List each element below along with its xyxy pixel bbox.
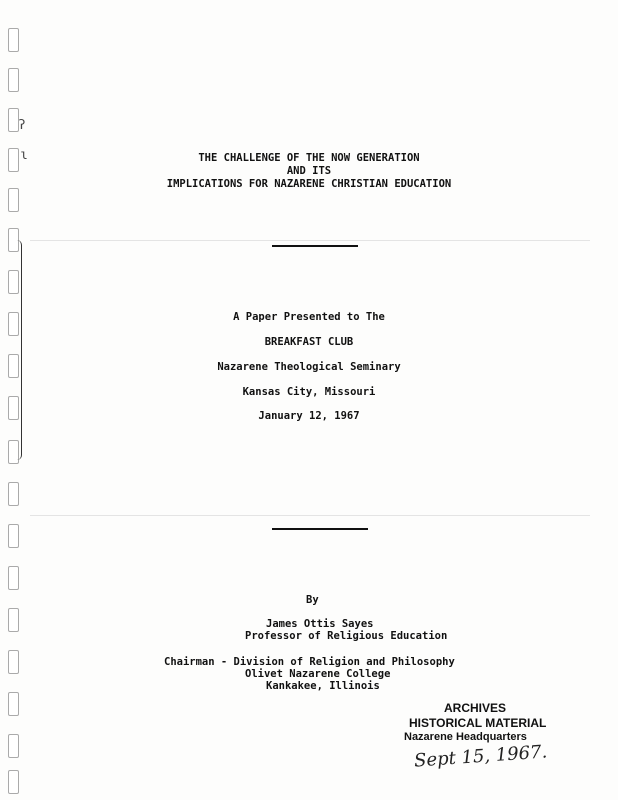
presented-to: A Paper Presented to The xyxy=(233,311,385,323)
margin-mark: ɩ xyxy=(20,148,28,163)
stamp-archives: ARCHIVES xyxy=(444,701,507,715)
bleed-line xyxy=(30,240,590,241)
binding-hole xyxy=(8,770,19,794)
club-name: BREAKFAST CLUB xyxy=(264,336,354,348)
binding-hole xyxy=(8,734,19,758)
title-line-3: IMPLICATIONS FOR NAZARENE CHRISTIAN EDUCATION xyxy=(166,178,452,190)
title-line-1: THE CHALLENGE OF THE NOW GENERATION xyxy=(198,152,420,164)
by-label: By xyxy=(306,594,319,606)
binding-hole xyxy=(8,68,19,92)
binding-hole xyxy=(8,608,19,632)
college-location: Kankakee, Illinois xyxy=(266,680,380,692)
title-line-2: AND ITS xyxy=(286,165,332,177)
binding-spine xyxy=(17,240,22,460)
author-name: James Ottis Sayes xyxy=(266,618,374,630)
binding-hole xyxy=(8,650,19,674)
author-role: Professor of Religious Education xyxy=(245,630,448,642)
bleed-line xyxy=(30,515,590,516)
city: Kansas City, Missouri xyxy=(242,386,376,398)
seminary-name: Nazarene Theological Seminary xyxy=(217,361,401,373)
handwritten-date: Sept 15, 1967. xyxy=(413,741,548,772)
stamp-historical: HISTORICAL MATERIAL xyxy=(409,716,547,730)
separator-rule xyxy=(272,528,368,530)
stamp-headquarters: Nazarene Headquarters xyxy=(404,731,527,743)
separator-rule xyxy=(272,245,358,247)
margin-mark: ʔ xyxy=(18,118,26,133)
college-name: Olivet Nazarene College xyxy=(245,668,391,680)
date: January 12, 1967 xyxy=(258,410,360,422)
binding-hole xyxy=(8,524,19,548)
binding-hole xyxy=(8,566,19,590)
binding-hole xyxy=(8,28,19,52)
binding-hole xyxy=(8,482,19,506)
chairman-line: Chairman - Division of Religion and Philosophy xyxy=(164,656,455,668)
binding-hole xyxy=(8,188,19,212)
binding-hole xyxy=(8,692,19,716)
